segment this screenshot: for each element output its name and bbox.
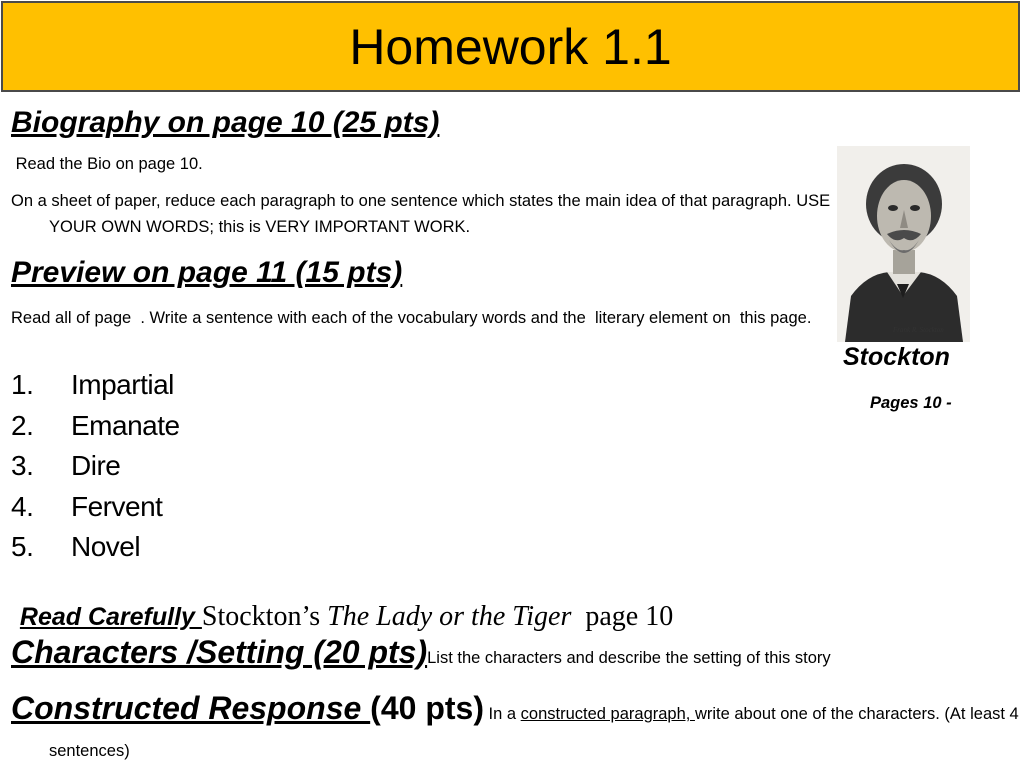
constructed-points: (40 pts) [370,690,484,726]
constructed-label: Constructed Response [11,690,371,726]
list-item [11,406,180,447]
portrait-signature: Frank R. Stockton [893,326,944,334]
constructed-line [11,690,1024,770]
portrait-caption-name: Stockton [843,343,950,371]
list-number: 5. [11,531,34,563]
author-portrait [837,146,970,342]
preview-line-1: Read all of page . Write a sentence with each of the vocabulary words and the literary element on this page. [11,309,812,327]
read-carefully-text-1: Stockton’s [201,601,328,632]
vocab-word: Novel [71,531,141,563]
story-title: The Lady or the Tiger [327,601,572,632]
list-number: 1. [11,369,34,401]
page-title: Homework 1.1 [349,18,672,75]
characters-text: List the characters and describe the setting of this story [427,649,831,667]
title-bar [1,1,1020,92]
read-carefully-line [11,583,673,633]
list-item [11,446,180,487]
portrait-image [837,146,970,342]
list-number: 3. [11,450,34,482]
list-item [11,365,180,406]
read-carefully-label: Read Carefully [19,603,202,631]
list-number: 4. [11,490,34,522]
constructed-text-2: write about one of the characters. (At least 4 sentences) [49,705,1019,760]
vocab-word: Dire [71,450,121,482]
vocab-list [11,365,180,568]
characters-label: Characters /Setting (20 pts) [11,634,428,670]
constructed-text-1: In a [483,705,521,723]
preview-heading: Preview on page 11 (15 pts) [11,256,403,289]
list-item [11,487,180,528]
constructed-link: constructed paragraph, [520,705,695,723]
read-carefully-text-2: page 10 [571,601,674,632]
list-number: 2. [11,409,34,441]
vocab-word: Impartial [71,369,174,401]
biography-line-2: On a sheet of paper, reduce each paragraph to one sentence which states the main idea of that paragraph. USE YOUR OWN WORDS; this is VERY IMPORTANT WORK. [11,192,831,236]
vocab-word: Emanate [71,409,180,441]
biography-heading: Biography on page 10 (25 pts) [11,106,440,139]
portrait-caption-pages: Pages 10 - [870,394,952,412]
biography-line-1: Read the Bio on page 10. [11,155,203,173]
vocab-word: Fervent [71,490,163,522]
characters-line [11,634,831,671]
list-item [11,527,180,568]
